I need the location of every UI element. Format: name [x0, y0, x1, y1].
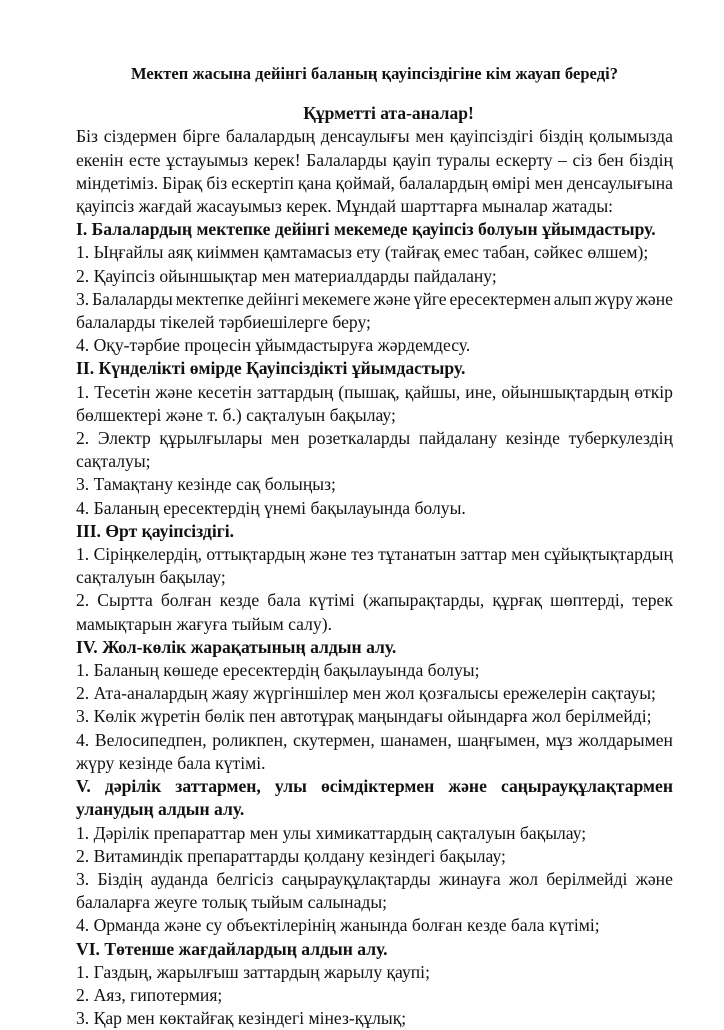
- word: алып: [553, 288, 592, 309]
- list-item-line: балаларға жеуге толық тыйым салынады;: [76, 892, 388, 913]
- word: Бірақ: [162, 172, 203, 193]
- list-item-line: сақталуын бақылау;: [76, 567, 226, 588]
- word: міндетіміз.: [76, 172, 159, 193]
- word: күтімі: [308, 590, 355, 611]
- list-item: [76, 427, 673, 473]
- sections-list: [76, 218, 673, 1030]
- list-item: [76, 497, 673, 520]
- list-item: [76, 265, 673, 288]
- word: мен: [271, 428, 300, 449]
- word: денсаулығына: [566, 172, 673, 193]
- word: скутермен,: [293, 729, 375, 750]
- list-item-line: балаларды тікелей тәрбиешілерге беру;: [76, 312, 371, 333]
- word: ине,: [465, 381, 497, 402]
- word: Балаларды: [92, 288, 173, 309]
- word: болған: [160, 590, 212, 611]
- list-item-line: 4. Орманда және су объектілерінің жанында болған кезде бала күтімі;: [76, 915, 600, 936]
- word: розеткаларды: [308, 428, 411, 449]
- word: өсімдіктермен: [320, 776, 435, 797]
- section-heading: [76, 775, 673, 821]
- section: [76, 357, 673, 519]
- word: тұтанатын: [378, 544, 457, 565]
- word: 2.: [76, 428, 90, 449]
- word: белгісіз: [216, 868, 274, 889]
- word: қауіп: [392, 149, 432, 170]
- word: балалардың: [225, 126, 315, 147]
- list-item: [76, 868, 673, 914]
- word: заттар: [460, 544, 507, 565]
- word: Сіріңкелердің,: [93, 544, 203, 565]
- word: Біз: [76, 126, 98, 147]
- intro-line: [76, 172, 673, 195]
- list-item-line: 3. Қар мен көктайғақ кезіндегі мінез-құлық;: [76, 1008, 407, 1029]
- word: кезінде: [505, 428, 560, 449]
- list-item-line: 3. Көлік жүретін бөлік пен автотұрақ маңындағы ойындарға жол берілмейді;: [76, 706, 652, 727]
- word: Біздің: [97, 868, 143, 889]
- word: екенін: [76, 149, 124, 170]
- section: [76, 520, 673, 636]
- list-item: [76, 241, 673, 264]
- word: және: [448, 776, 487, 797]
- word: оттықтардың: [206, 544, 306, 565]
- word: және: [155, 381, 193, 402]
- word: мен: [511, 544, 540, 565]
- word: шаңғымен,: [457, 729, 540, 750]
- word: бірге: [182, 126, 221, 147]
- list-item: [76, 589, 673, 635]
- word: 3.: [76, 868, 90, 889]
- section-heading: [76, 218, 673, 241]
- section-heading-line: IV. Жол-көлік жарақатының алдын алу.: [76, 636, 397, 657]
- word: (жапырақтарды,: [362, 590, 485, 611]
- word: құрылғылары: [159, 428, 263, 449]
- list-item-line: 2. Қауіпсіз ойыншықтар мен материалдарды пайдалану;: [76, 265, 497, 286]
- list-item-line: жүру кезінде бала күтімі.: [76, 752, 266, 773]
- word: Тесетін: [94, 381, 151, 402]
- list-item-line: бөлшектері және т. б.) сақталуын бақылау;: [76, 404, 396, 425]
- list-item-line: [76, 288, 673, 311]
- document-page: [76, 62, 673, 1030]
- word: денсаулығы: [320, 126, 410, 147]
- word: ескертіп: [231, 172, 294, 193]
- word: ересектермен: [449, 288, 551, 309]
- word: заттардың: [256, 381, 334, 402]
- list-item: [76, 845, 673, 868]
- section: [76, 775, 673, 937]
- word: 1.: [76, 381, 90, 402]
- section-heading: [76, 520, 673, 543]
- word: Велосипедпен,: [94, 729, 207, 750]
- word: 1.: [76, 544, 90, 565]
- word: мұз: [545, 729, 573, 750]
- list-item-line: [76, 589, 673, 612]
- word: керек!: [253, 149, 301, 170]
- section: [76, 938, 673, 1030]
- word: сұйықтықтардың: [543, 544, 673, 565]
- word: өмірі: [491, 172, 531, 193]
- list-item-line: 4. Баланың ересектердің үнемі бақылауында болуы.: [76, 497, 466, 518]
- word: 4.: [76, 729, 90, 750]
- list-item-line: [76, 543, 673, 566]
- word: роликпен,: [212, 729, 288, 750]
- word: қоймай,: [335, 172, 395, 193]
- section-heading-line: уланудың алдын алу.: [76, 799, 245, 820]
- word: V.: [76, 776, 91, 797]
- list-item-line: 1. Баланың көшеде ересектердің бақылауында болуы;: [76, 660, 480, 681]
- word: бен: [597, 149, 624, 170]
- word: туралы: [436, 149, 491, 170]
- word: жолдарымен: [578, 729, 673, 750]
- word: қайшы,: [404, 381, 461, 402]
- word: бала: [267, 590, 301, 611]
- word: біздің: [539, 126, 583, 147]
- word: терек: [632, 590, 673, 611]
- section-heading-line: III. Өрт қауіпсіздігі.: [76, 520, 234, 541]
- word: Балаларды: [306, 149, 387, 170]
- list-item: [76, 705, 673, 728]
- word: және: [373, 288, 411, 309]
- word: және: [635, 868, 673, 889]
- word: шөптерді,: [550, 590, 625, 611]
- word: сіз: [572, 149, 593, 170]
- word: кезде: [219, 590, 260, 611]
- intro-paragraph: [76, 125, 673, 218]
- word: жол: [508, 868, 539, 889]
- list-item-line: 1. Ыңғайлы аяқ киіммен қамтамасыз ету (тайғақ емес табан, сәйкес өлшем);: [76, 242, 649, 263]
- word: ұстауымыз: [166, 149, 249, 170]
- section-heading: [76, 636, 673, 659]
- list-item: [76, 473, 673, 496]
- word: мектепке: [175, 288, 244, 309]
- word: қолымызда: [588, 126, 673, 147]
- section-heading: [76, 938, 673, 961]
- list-item-line: [76, 729, 673, 752]
- word: біз: [206, 172, 228, 193]
- word: 2.: [76, 590, 90, 611]
- list-item: [76, 822, 673, 845]
- word: улы: [274, 776, 307, 797]
- list-item-line: 4. Оқу-тәрбие процесін ұйымдастыруға жәрдемдесу.: [76, 335, 471, 356]
- list-item: [76, 729, 673, 775]
- word: тез: [351, 544, 374, 565]
- word: дәрілік: [104, 776, 162, 797]
- list-item: [76, 543, 673, 589]
- word: ауданда: [150, 868, 209, 889]
- word: заттармен,: [175, 776, 261, 797]
- list-item-line: [76, 868, 673, 891]
- word: жүру: [594, 288, 633, 309]
- word: –: [558, 149, 567, 170]
- word: 3.: [76, 288, 90, 309]
- word: кесетін: [197, 381, 252, 402]
- word: шанамен,: [380, 729, 452, 750]
- word: дейінгі: [246, 288, 300, 309]
- section: [76, 218, 673, 357]
- word: мекемеге: [302, 288, 371, 309]
- list-item: [76, 682, 673, 705]
- word: пайдалану: [418, 428, 498, 449]
- section-heading-line: VI. Төтенше жағдайлардың алдын алу.: [76, 938, 388, 959]
- list-item-line: 2. Ата-аналардың жаяу жүргіншілер мен жол қозғалысы ережелерін сақтауы;: [76, 683, 656, 704]
- list-item: [76, 1007, 673, 1030]
- word: ойыншықтардың: [501, 381, 630, 402]
- list-item-line: [76, 427, 673, 450]
- word: Электр: [97, 428, 151, 449]
- list-item-line: мамықтарын жағуға тыйым салу).: [76, 613, 332, 634]
- list-item-line: [76, 381, 673, 404]
- section-heading-line: II. Күнделікті өмірде Қауіпсіздікті ұйымдастыру.: [76, 358, 466, 379]
- word: берілмейді: [546, 868, 628, 889]
- word: мен: [415, 126, 444, 147]
- word: үйге: [413, 288, 447, 309]
- document-title: Мектеп жасына дейінгі баланың қауіпсіздігіне кім жауап береді?: [130, 64, 619, 83]
- word: және: [635, 288, 673, 309]
- list-item-line: 1. Дәрілік препараттар мен улы химикаттардың сақталуын бақылау;: [76, 822, 587, 843]
- word: туберкулездің: [568, 428, 673, 449]
- list-item: [76, 961, 673, 984]
- list-item: [76, 984, 673, 1007]
- intro-line: қауіпсіз жағдай жасауымыз керек. Мұндай шарттарға мыналар жатады:: [76, 196, 614, 217]
- word: өткір: [634, 381, 673, 402]
- word: (пышақ,: [338, 381, 400, 402]
- word: балалардың: [398, 172, 488, 193]
- blank-line: [76, 85, 673, 102]
- section-heading-line: [76, 775, 673, 798]
- word: мен: [534, 172, 563, 193]
- list-item-line: 2. Аяз, гипотермия;: [76, 984, 223, 1005]
- word: біздің: [629, 149, 673, 170]
- word: құрғақ: [492, 590, 543, 611]
- list-item: [76, 334, 673, 357]
- word: қана: [297, 172, 332, 193]
- list-item-line: 3. Тамақтану кезінде сақ болыңыз;: [76, 474, 336, 495]
- section: [76, 636, 673, 775]
- word: ескерту: [495, 149, 553, 170]
- word: есте: [129, 149, 161, 170]
- list-item: [76, 381, 673, 427]
- word: сіздермен: [103, 126, 177, 147]
- list-item-line: 2. Витаминдік препараттарды қолдану кезіндегі бақылау;: [76, 845, 506, 866]
- intro-line: [76, 125, 673, 148]
- word: саңырауқұлақтармен: [500, 776, 673, 797]
- word: қауіпсіздігі: [449, 126, 534, 147]
- list-item: [76, 914, 673, 937]
- section-heading-line: I. Балалардың мектепке дейінгі мекемеде қауіпсіз болуын ұйымдастыру.: [76, 219, 656, 240]
- word: саңырауқұлақтарды: [281, 868, 431, 889]
- intro-line: [76, 149, 673, 172]
- word: Сыртта: [97, 590, 153, 611]
- list-item: [76, 288, 673, 334]
- word: және: [309, 544, 347, 565]
- section-heading: [76, 357, 673, 380]
- list-item: [76, 659, 673, 682]
- greeting-heading: Құрметті ата-аналар!: [303, 103, 474, 124]
- list-item-line: сақталуы;: [76, 451, 151, 472]
- list-item-line: 1. Газдың, жарылғыш заттардың жарылу қаупі;: [76, 961, 430, 982]
- word: жинауға: [438, 868, 501, 889]
